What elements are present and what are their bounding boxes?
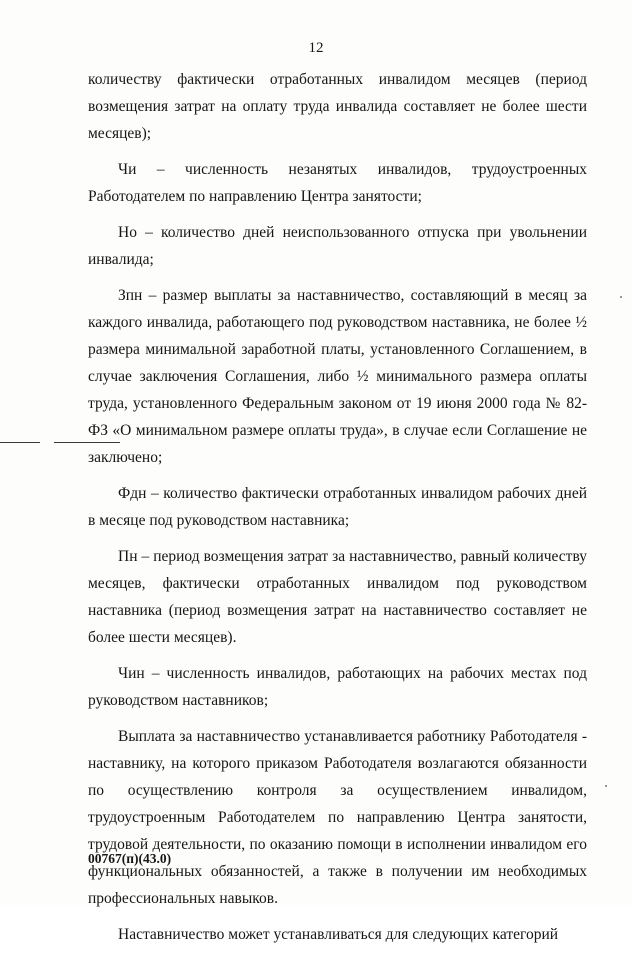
scan-margin-line: [0, 442, 120, 443]
paragraph-mentorship-categories: Наставничество может устанавливаться для следующих категорий: [118, 926, 559, 943]
paragraph-zpn: Зпн – размер выплаты за наставничество, составляющий в месяц за каждого инвалида, работающего под руководством наставника, не более ½ размера минимальной заработной платы, установленного Соглашением, в случае заключения Соглашения, либо ½ минимального размера оплаты труда, установленного Федеральным законом от 19 июня 2000 года № 82-ФЗ «О минимальном размере оплаты труда», в случае если Соглашение не заключено;: [88, 287, 587, 466]
scan-speck: [620, 296, 622, 298]
scan-margin-gap: [40, 442, 54, 443]
paragraph-continuation: количеству фактически отработанных инвалидом месяцев (период возмещения затрат на оплату труда инвалида составляет не более шести месяцев);: [88, 71, 587, 142]
document-code: 00767(п)(43.0): [88, 851, 172, 866]
paragraph-chi: Чи – численность незанятых инвалидов, трудоустроенных Работодателем по направлению Центра занятости;: [88, 161, 587, 205]
paragraph-no: Но – количество дней неиспользованного отпуска при увольнении инвалида;: [88, 224, 587, 268]
scan-speck: [605, 785, 607, 787]
document-body: [88, 66, 587, 956]
paragraph-chin: Чин – численность инвалидов, работающих на рабочих местах под руководством наставников;: [88, 665, 587, 709]
page-number: 12: [308, 40, 324, 56]
paragraph-pn: Пн – период возмещения затрат за наставничество, равный количеству месяцев, фактически отработанных инвалидом под руководством наставника (период возмещения затрат на наставничество составляет не более шести месяцев).: [88, 548, 587, 646]
paragraph-mentorship-payment: Выплата за наставничество устанавливается работнику Работодателя - наставнику, на которого приказом Работодателя возлагаются обязанности по осуществлению контроля за осуществлением инвалидом, трудоустроенным Работодателем по направлению Центра занятости, трудовой деятельности, по оказанию помощи в исполнении инвалидом его функциональных обязанностей, а также в получении им необходимых профессиональных навыков.: [88, 728, 587, 907]
paragraph-fdn: Фдн – количество фактически отработанных инвалидом рабочих дней в месяце под руководством наставника;: [88, 485, 587, 529]
